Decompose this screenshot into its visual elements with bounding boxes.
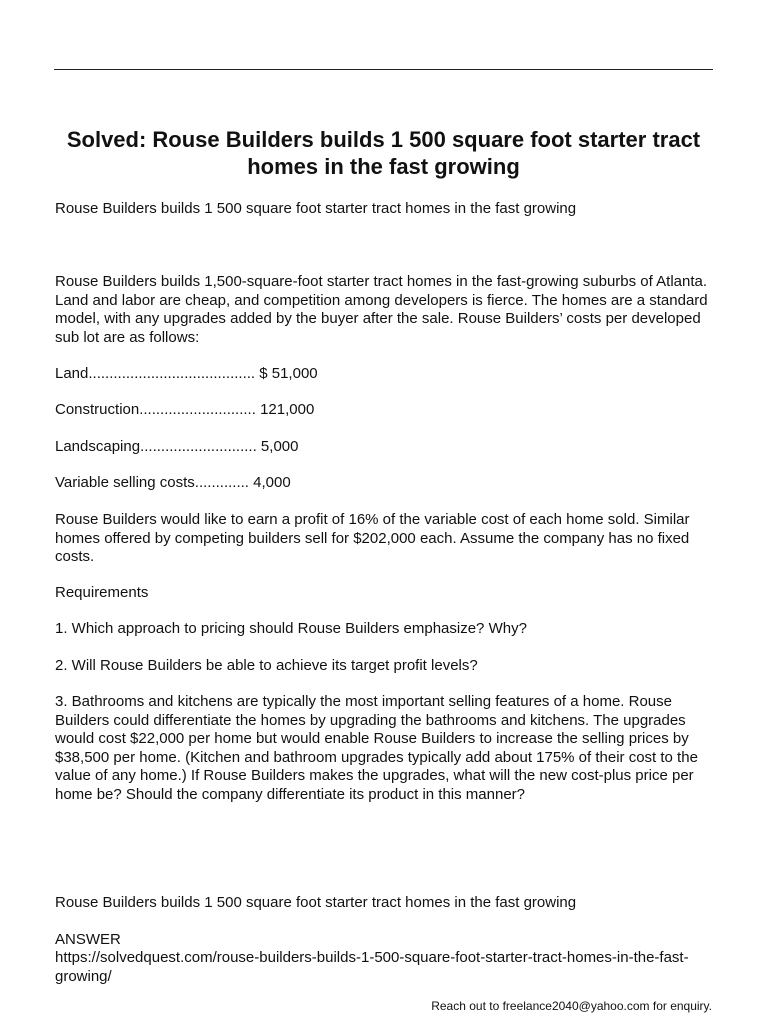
cost-land: Land........................................ $ 51,000 <box>55 365 318 382</box>
profit-paragraph: Rouse Builders would like to earn a profit of 16% of the variable cost of each home sold. Similar homes offered by competing builders sell for $202,000 each. Assume the company has no fixed costs. <box>55 511 690 565</box>
page-title: Solved: Rouse Builders builds 1 500 square foot starter tract homes in the fast growing <box>66 127 701 179</box>
intro-paragraph: Rouse Builders builds 1,500-square-foot starter tract homes in the fast-growing suburbs of Atlanta. Land and labor are cheap, and competition among developers is fierce. The homes are a standard model, with any upgrades added by the buyer after the sale. Rouse Builders’ costs per developed sub lot are as follows: <box>55 273 708 346</box>
requirements-heading: Requirements <box>55 584 149 601</box>
answer-link[interactable]: https://solvedquest.com/rouse-builders-builds-1-500-square-foot-starter-tract-homes-in-the-fast-growing/ <box>55 949 689 985</box>
cost-construction: Construction............................ 121,000 <box>55 401 315 418</box>
closing-line: Rouse Builders builds 1 500 square foot starter tract homes in the fast growing <box>55 894 577 911</box>
top-divider <box>54 69 713 70</box>
requirement-1: 1. Which approach to pricing should Rouse Builders emphasize? Why? <box>55 620 527 637</box>
cost-landscaping: Landscaping............................ 5,000 <box>55 438 299 455</box>
cost-variable-selling: Variable selling costs............. 4,000 <box>55 474 291 491</box>
requirement-3: 3. Bathrooms and kitchens are typically the most important selling features of a home. Rouse Builders could differentiate the homes by upgrading the bathrooms and kitchens. The upgrades would cost $22,000 per home but would enable Rouse Builders to increase the selling prices by $38,500 per home. (Kitchen and bathroom upgrades typically add about 175% of their cost to the value of any home.) If Rouse Builders makes the upgrades, what will the new cost-plus price per home be? Should the company differentiate its product in this manner? <box>55 693 698 803</box>
requirement-2: 2. Will Rouse Builders be able to achieve its target profit levels? <box>55 657 478 674</box>
footer-contact: Reach out to freelance2040@yahoo.com for enquiry. <box>431 999 712 1013</box>
subtitle: Rouse Builders builds 1 500 square foot starter tract homes in the fast growing <box>55 200 577 217</box>
answer-label: ANSWER <box>55 931 121 948</box>
